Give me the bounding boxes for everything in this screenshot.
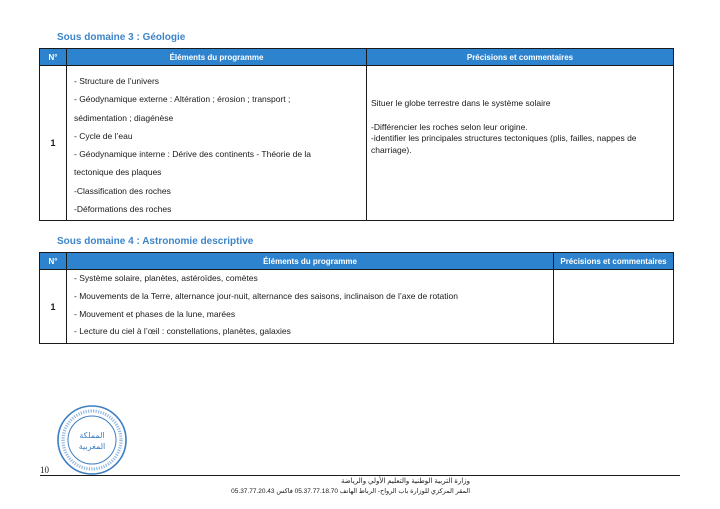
list-item: - Géodynamique interne : Dérive des continents - Théorie de la bbox=[74, 149, 312, 160]
elements-header: Éléments du programme bbox=[67, 49, 367, 66]
footer-address: المقر المركزي للوزارة باب الرواح- الرباط الهاتف 05.37.77.18.70 فاكس 05.37.77.20.43 bbox=[231, 488, 470, 495]
list-item: -Déformations des roches bbox=[74, 204, 172, 215]
comment-line: Situer le globe terrestre dans le système solaire bbox=[371, 98, 551, 108]
page-number: 10 bbox=[40, 465, 49, 475]
seal-text: المملكة bbox=[79, 431, 105, 440]
footer-divider bbox=[40, 475, 680, 476]
section-3-title: Sous domaine 3 : Géologie bbox=[57, 32, 186, 43]
num-header: N° bbox=[40, 253, 67, 270]
list-item: - Mouvement et phases de la lune, marées bbox=[74, 308, 236, 319]
table-row bbox=[40, 66, 674, 221]
list-item: - Mouvements de la Terre, alternance jour-nuit, alternance des saisons, inclinaison de l’axe de rotation bbox=[74, 290, 458, 301]
elements-header: Éléments du programme bbox=[67, 253, 554, 270]
row-number: 1 bbox=[40, 270, 67, 344]
footer-ministry-name: وزارة التربية الوطنية والتعليم الأولي والرياضة bbox=[340, 478, 470, 485]
program-elements-cell bbox=[67, 270, 554, 344]
comments-header: Précisions et commentaires bbox=[554, 253, 674, 270]
list-item: sédimentation ; diagénèse bbox=[74, 112, 174, 123]
ministry-seal bbox=[56, 404, 128, 476]
section-3-table bbox=[39, 48, 674, 221]
section-4-header-row bbox=[40, 253, 674, 270]
section-3-header-row bbox=[40, 49, 674, 66]
list-item: - Système solaire, planètes, astéroïdes, comètes bbox=[74, 273, 258, 283]
list-item: -Classification des roches bbox=[74, 185, 171, 196]
comment-line: -Différencier les roches selon leur origine. bbox=[371, 121, 528, 132]
comments-cell bbox=[554, 270, 674, 344]
program-elements-cell bbox=[67, 66, 367, 221]
seal-inner-ring bbox=[68, 416, 116, 464]
section-4-title: Sous domaine 4 : Astronomie descriptive bbox=[57, 236, 254, 247]
list-item: - Lecture du ciel à l’œil : constellations, planètes, galaxies bbox=[74, 326, 291, 337]
list-item: - Cycle de l’eau bbox=[74, 130, 133, 141]
list-item: - Structure de l’univers bbox=[74, 76, 160, 86]
comments-header: Précisions et commentaires bbox=[367, 49, 674, 66]
list-item: - Géodynamique externe : Altération ; érosion ; transport ; bbox=[74, 94, 291, 105]
comments-cell bbox=[367, 66, 674, 221]
num-header: N° bbox=[40, 49, 67, 66]
table-row bbox=[40, 270, 674, 344]
row-number: 1 bbox=[40, 66, 67, 221]
seal-text-ring bbox=[63, 411, 121, 469]
section-4-table bbox=[39, 252, 674, 344]
list-item: tectonique des plaques bbox=[74, 167, 162, 178]
comment-line: -identifier les principales structures tectoniques (plis, failles, nappes de charriage). bbox=[371, 133, 637, 155]
seal-text: المغربية bbox=[78, 442, 106, 451]
